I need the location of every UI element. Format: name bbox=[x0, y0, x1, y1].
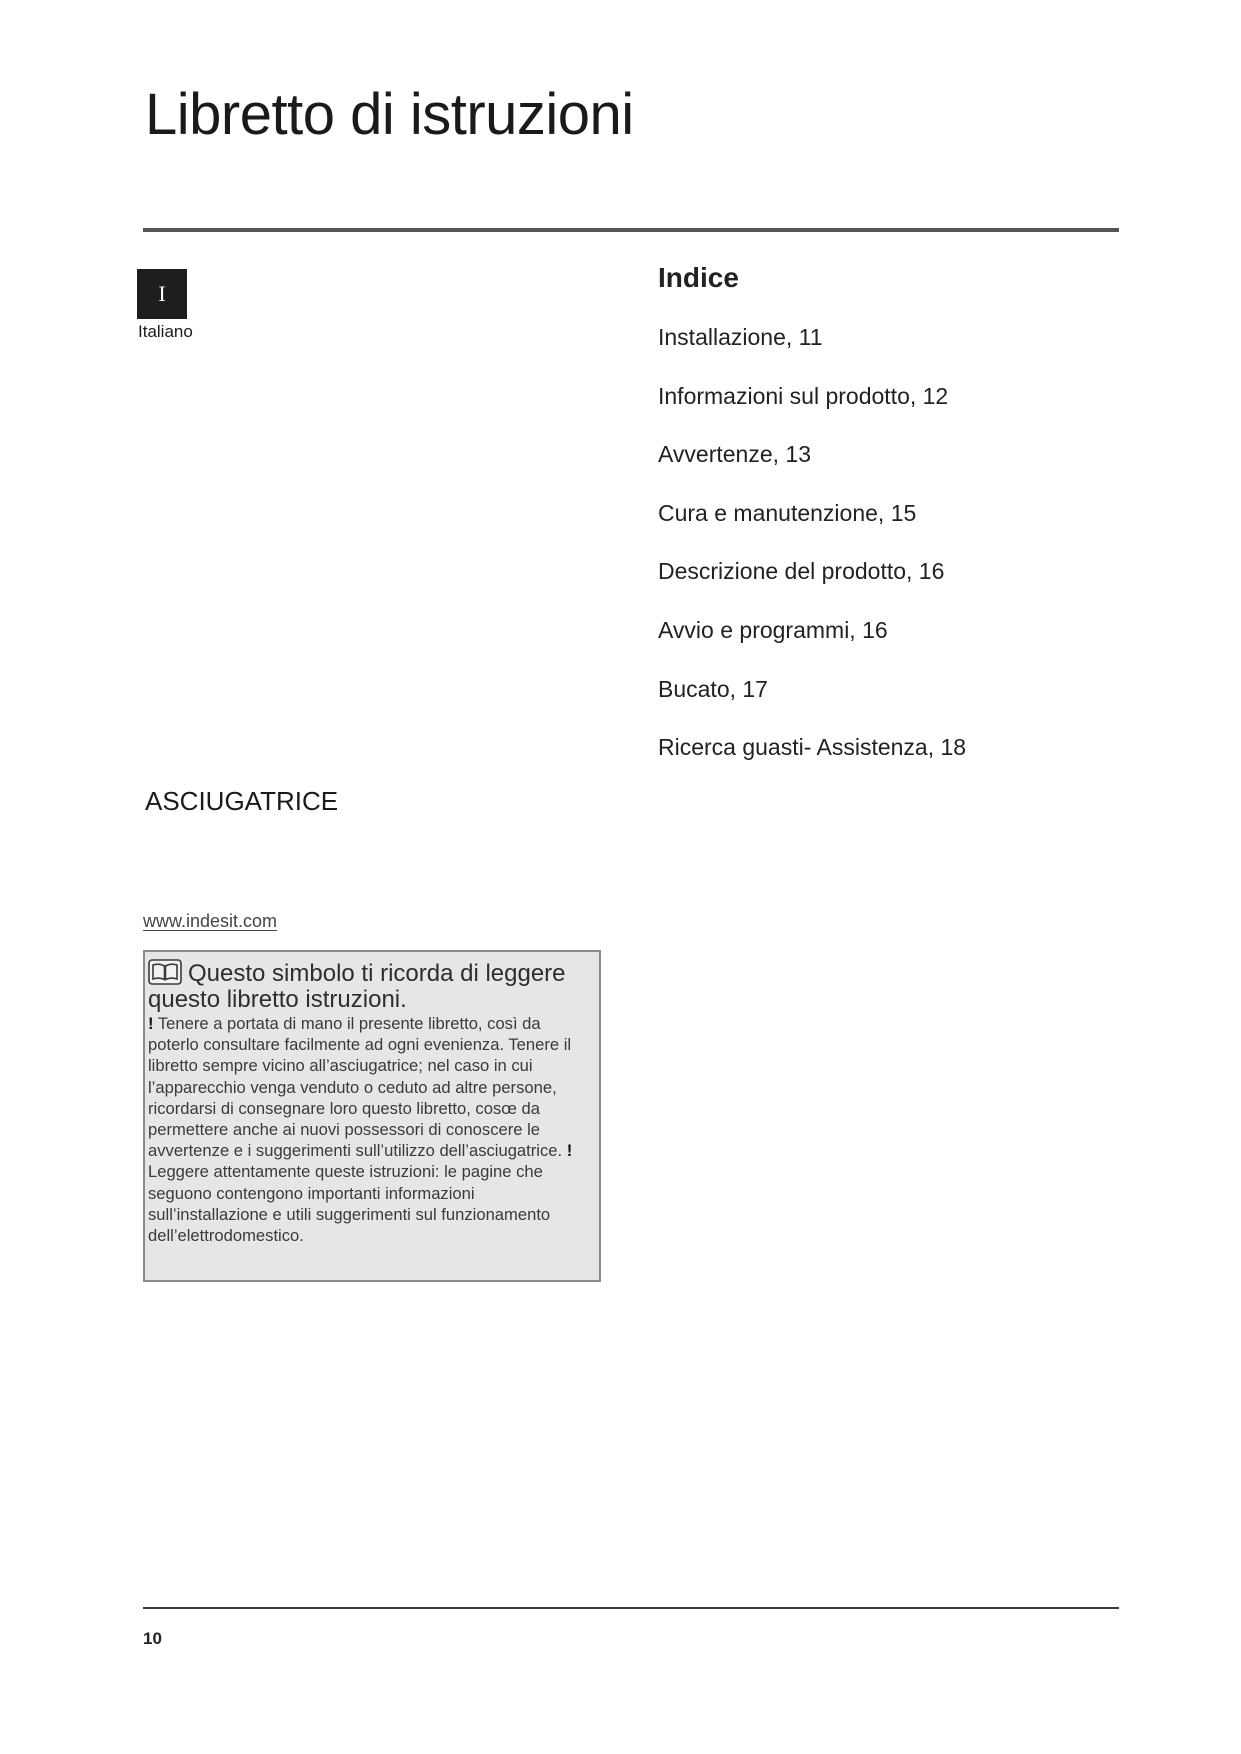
toc-heading: Indice bbox=[658, 262, 739, 293]
bottom-divider bbox=[143, 1607, 1119, 1609]
toc-item: Informazioni sul prodotto, 12 bbox=[658, 382, 949, 409]
toc-item: Avvertenze, 13 bbox=[658, 441, 812, 468]
toc-item: Ricerca guasti- Assistenza, 18 bbox=[658, 734, 967, 761]
book-icon bbox=[148, 959, 182, 989]
notice-heading bbox=[148, 959, 593, 1011]
warning-mark: ! bbox=[148, 1014, 154, 1033]
product-name: ASCIUGATRICE bbox=[145, 786, 339, 816]
toc-item: Cura e manutenzione, 15 bbox=[658, 499, 917, 526]
warning-mark: ! bbox=[566, 1141, 573, 1161]
table-of-contents bbox=[658, 322, 966, 791]
top-divider bbox=[143, 228, 1119, 232]
toc-item: Descrizione del prodotto, 16 bbox=[658, 558, 945, 585]
notice-heading-text: Questo simbolo ti ricorda di leggere questo libretto istruzioni. bbox=[148, 960, 566, 1013]
notice-box bbox=[143, 950, 601, 1282]
notice-text-1: Tenere a portata di mano il presente libretto, così da poterlo consultare facilmente ad ogni evenienza. Tenere il libretto sempre vicino all’asciugatrice; nel caso in cui l’apparecchio venga venduto o ceduto ad altre persone, bbox=[148, 1014, 572, 1097]
notice-body bbox=[148, 1013, 593, 1246]
page-number: 10 bbox=[143, 1629, 162, 1648]
page-title: Libretto di istruzioni bbox=[145, 82, 634, 147]
language-badge: I bbox=[137, 269, 187, 319]
language-label: Italiano bbox=[138, 322, 193, 341]
toc-item: Bucato, 17 bbox=[658, 675, 768, 702]
notice-text-2: ricordarsi di consegnare loro questo libretto, cosœ da permettere anche ai nuovi possessori di conoscere le avvertenze e i suggerimenti sull’utilizzo dell’asciugatrice. bbox=[148, 1098, 563, 1161]
toc-item: Avvio e programmi, 16 bbox=[658, 616, 888, 643]
notice-text-3: Leggere attentamente queste istruzioni: le pagine che seguono contengono importanti informazioni sull’installazione e utili suggerimenti sul funzionamento dell’elettrodomestico. bbox=[148, 1162, 551, 1246]
toc-item: Installazione, 11 bbox=[658, 324, 823, 350]
website-link[interactable]: www.indesit.com bbox=[143, 911, 278, 931]
